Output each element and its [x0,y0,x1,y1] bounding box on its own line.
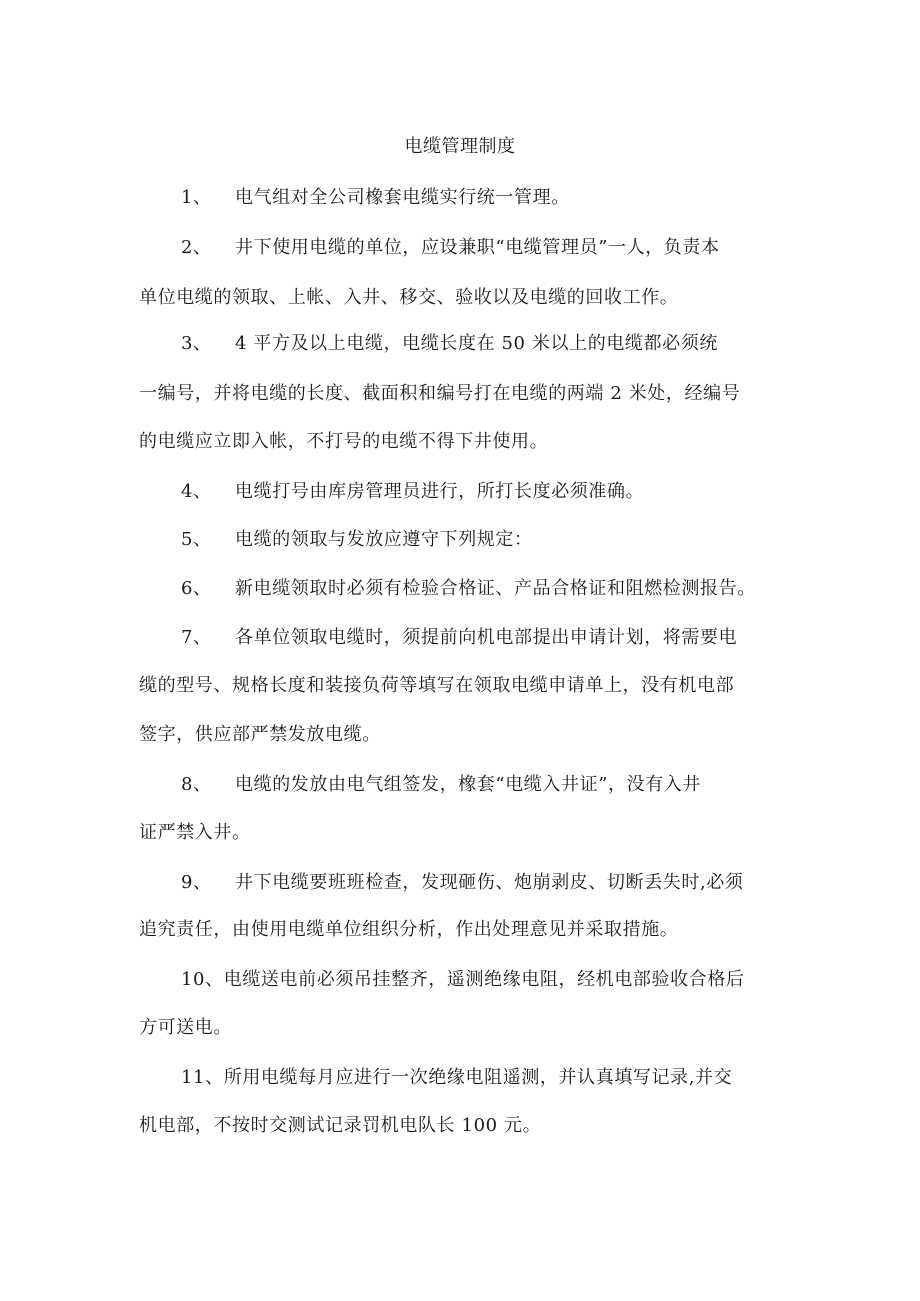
item-10-line-2 [139,1014,232,1042]
item-3-line-3 [139,428,548,456]
item-number: 7、 [181,627,212,648]
item-number: 10、 [181,969,224,990]
item-number: 6、 [181,578,212,599]
item-5-line-1 [181,526,533,554]
item-text: 电气组对全公司橡套电缆实行统一管理。 [235,187,570,208]
item-text: 各单位领取电缆时，须提前向机电部提出申请计划，将需要电 [235,627,738,648]
item-number: 2、 [181,237,212,258]
item-text: 井下电缆要班班检查，发现砸伤、炮崩剥皮、切断丢失时,必须 [235,872,744,893]
item-10-line-1 [181,966,745,994]
item-text: 方可送电。 [139,1017,232,1038]
item-6-line-1 [181,575,756,603]
item-9-line-2 [139,916,678,944]
item-11-line-1 [181,1064,732,1092]
item-text: 追究责任，由使用电缆单位组织分析，作出处理意见并采取措施。 [139,919,679,940]
item-number: 4、 [181,481,212,502]
item-text: 电缆的领取与发放应遵守下列规定： [235,529,533,550]
item-8-line-2 [139,819,251,847]
item-7-line-3 [139,721,381,749]
item-text: 签字，供应部严禁发放电缆。 [139,724,381,745]
item-number: 5、 [181,529,212,550]
item-text: 电缆的发放由电气组签发，橡套“电缆入井证”，没有入井 [235,774,702,795]
item-8-line-1 [181,771,701,799]
item-1-line-1 [181,184,570,212]
item-text: 缆的型号、规格长度和装接负荷等填写在领取电缆申请单上，没有机电部 [139,675,735,696]
item-text: 4 平方及以上电缆，电缆长度在 50 米以上的电缆都必须统 [235,333,718,354]
item-text: 所用电缆每月应进行一次绝缘电阻遥测，并认真填写记录,并交 [223,1067,733,1088]
item-number: 9、 [181,872,212,893]
item-2-line-1 [181,234,720,262]
item-number: 1、 [181,187,212,208]
item-text: 新电缆领取时必须有检验合格证、产品合格证和阻燃检测报告。 [235,578,756,599]
item-11-line-2 [139,1112,541,1140]
item-number: 11、 [181,1067,224,1088]
item-3-line-2 [139,380,740,408]
item-text: 电缆打号由库房管理员进行，所打长度必须准确。 [235,481,645,502]
document-title: 电缆管理制度 [404,136,516,157]
item-7-line-2 [139,672,734,700]
item-number: 3、 [181,333,212,354]
item-text: 一编号，并将电缆的长度、截面积和编号打在电缆的两端 2 米处，经编号 [139,383,741,404]
item-2-line-2 [139,284,678,312]
item-text: 证严禁入井。 [139,822,251,843]
item-number: 8、 [181,774,212,795]
item-text: 机电部，不按时交测试记录罚机电队长 100 元。 [139,1115,542,1136]
item-7-line-1 [181,624,737,652]
item-text: 井下使用电缆的单位，应设兼职“电缆管理员”一人，负责本 [235,237,720,258]
item-text: 的电缆应立即入帐，不打号的电缆不得下井使用。 [139,431,549,452]
item-3-line-1 [181,330,718,358]
item-9-line-1 [181,869,744,897]
item-text: 单位电缆的领取、上帐、入井、移交、验收以及电缆的回收工作。 [139,287,679,308]
item-4-line-1 [181,478,644,506]
item-text: 电缆送电前必须吊挂整齐，遥测绝缘电阻，经机电部验收合格后 [223,969,745,990]
